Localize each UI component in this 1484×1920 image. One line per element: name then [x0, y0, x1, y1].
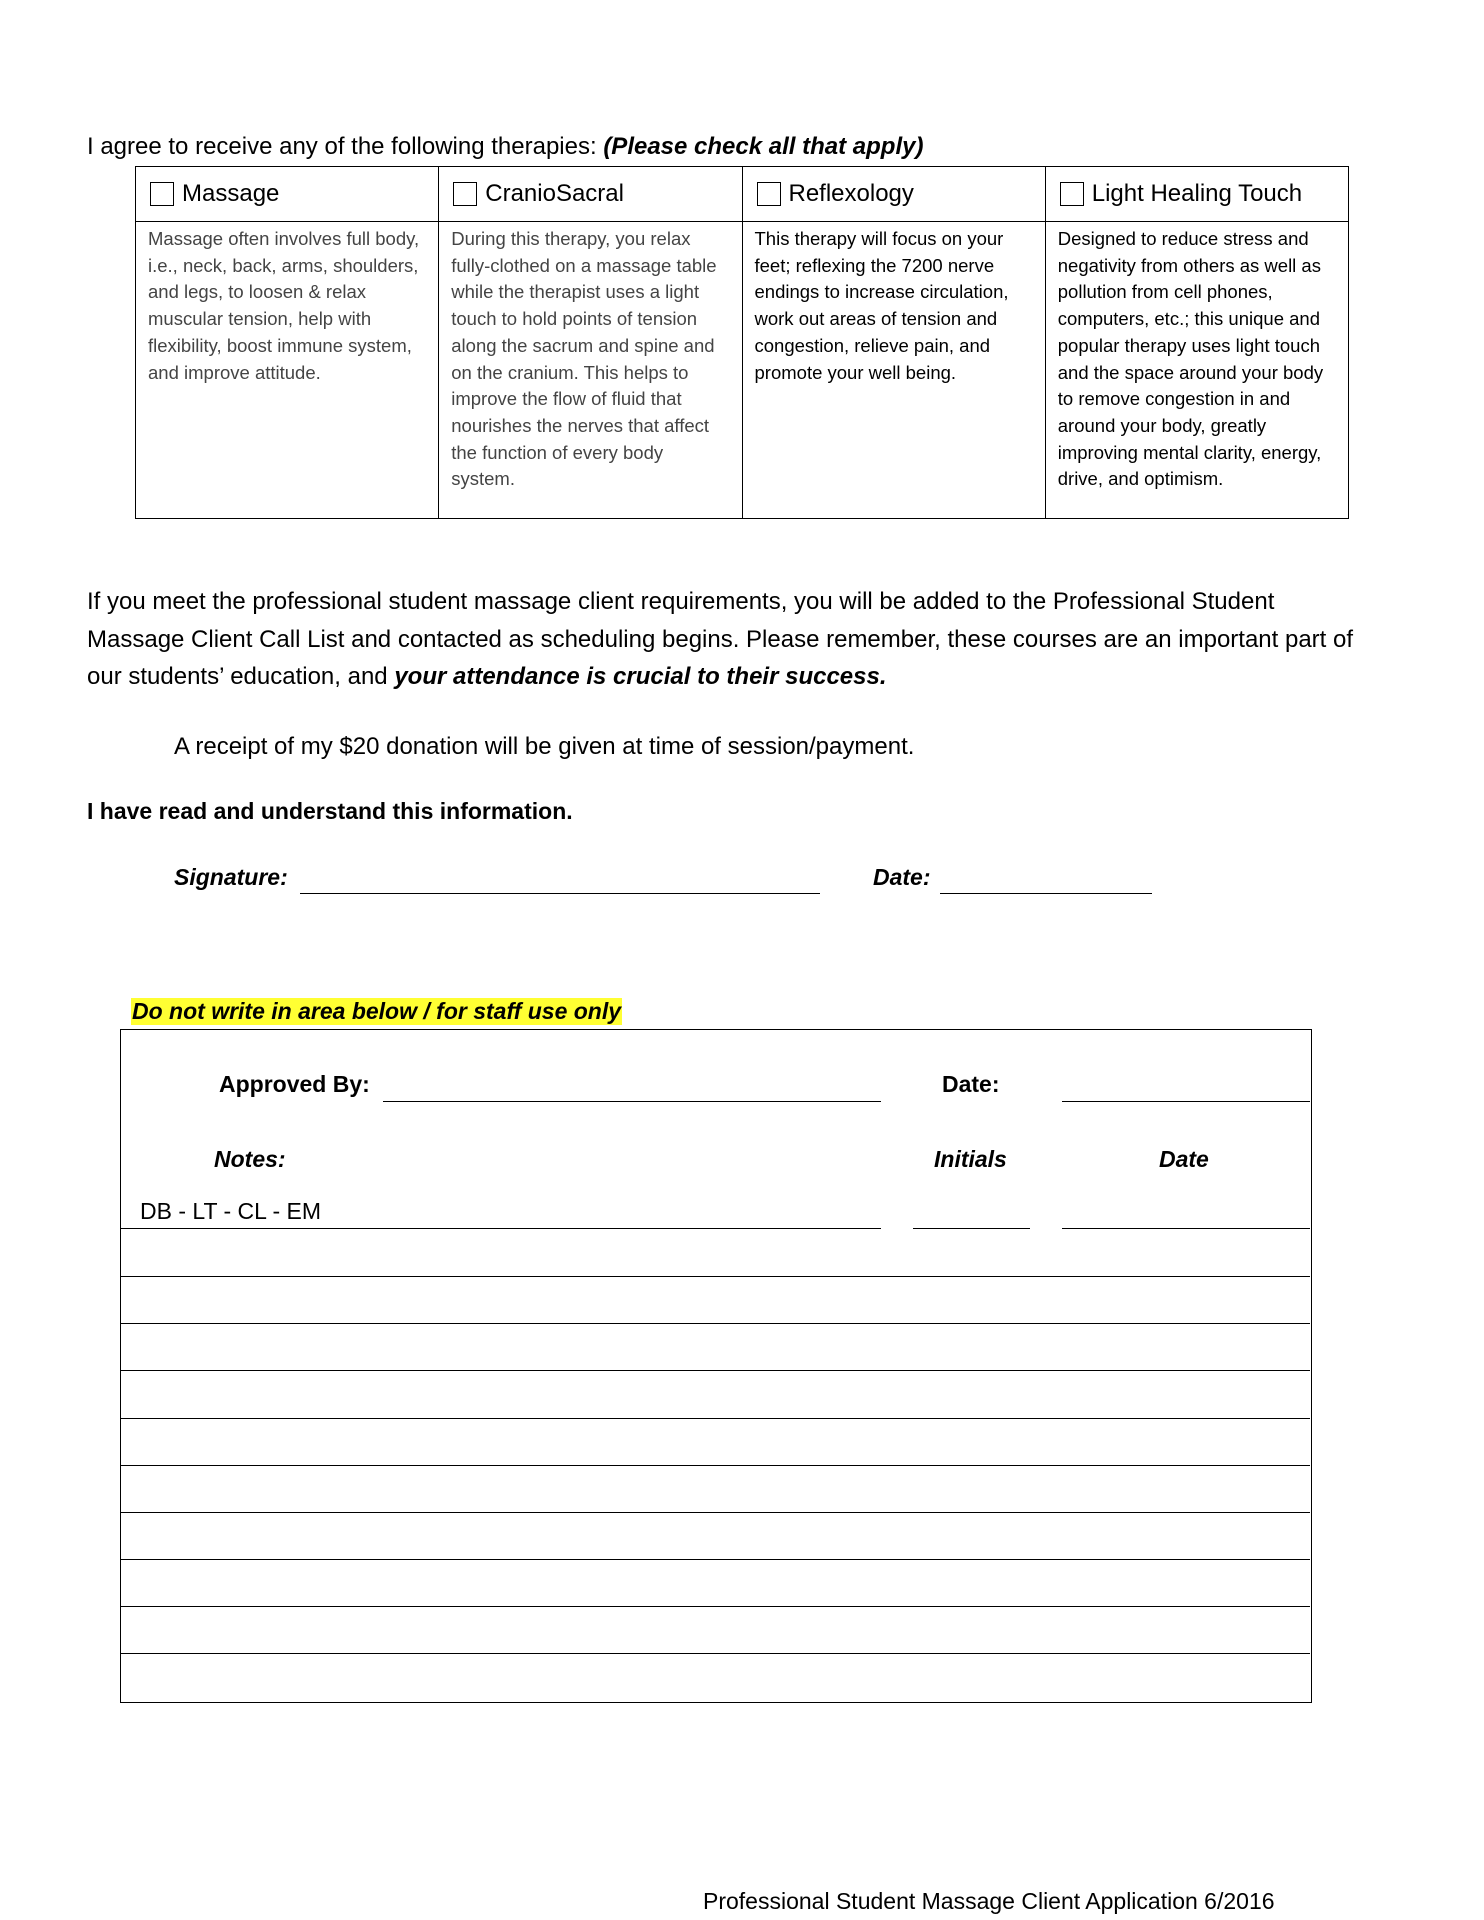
- document-footer: Professional Student Massage Client Application 6/2016: [703, 1888, 1275, 1914]
- therapy-name: Light Healing Touch: [1091, 180, 1303, 207]
- light-healing-touch-checkbox[interactable]: [1060, 182, 1084, 206]
- therapy-consent-intro: [87, 133, 923, 161]
- therapy-name: Massage: [182, 180, 280, 207]
- therapy-name: CranioSacral: [485, 180, 624, 207]
- staff-date-field[interactable]: [1062, 1101, 1310, 1102]
- row-separator: [120, 1512, 1310, 1513]
- date-column-header: Date: [1159, 1146, 1209, 1172]
- therapy-option-light-healing-touch[interactable]: [1045, 167, 1348, 222]
- note-entry: DB - LT - CL - EM: [140, 1198, 322, 1224]
- staff-date-label: Date:: [942, 1071, 1000, 1097]
- initials-line[interactable]: [913, 1228, 1030, 1229]
- row-separator: [120, 1370, 1310, 1371]
- staff-use-banner: Do not write in area below / for staff use only: [132, 998, 622, 1024]
- requirements-text: If you meet the professional student massage client requirements, you will be added to the Professional Student Massage Client Call List and contacted as scheduling begins. Please remember, these courses are an important part of our students’ education, and: [87, 588, 1354, 690]
- staff-use-box: [120, 1029, 1312, 1703]
- row-separator: [120, 1323, 1310, 1324]
- approved-by-label: Approved By:: [219, 1071, 370, 1097]
- initials-header: Initials: [934, 1146, 1007, 1172]
- row-separator: [120, 1418, 1310, 1419]
- signature-field[interactable]: [300, 893, 820, 894]
- therapy-option-reflexology[interactable]: [742, 167, 1045, 222]
- requirements-paragraph: [87, 583, 1367, 696]
- requirements-emphasis: your attendance is crucial to their success.: [394, 663, 887, 690]
- therapy-option-massage[interactable]: [136, 167, 439, 222]
- intro-instruction: (Please check all that apply): [603, 133, 924, 160]
- note-line[interactable]: [120, 1228, 881, 1229]
- therapies-table: [135, 166, 1349, 519]
- light-healing-touch-description: Designed to reduce stress and negativity from others as well as pollution from cell phones, computers, etc.; this unique and popular therapy uses light touch and the space around your body to remove congestion in and around your body, greatly improving mental clarity, energy, drive, and optimism.: [1045, 222, 1348, 519]
- row-separator: [120, 1276, 1310, 1277]
- reflexology-description: This therapy will focus on your feet; reflexing the 7200 nerve endings to increase circulation, work out areas of tension and congestion, relieve pain, and promote your well being.: [742, 222, 1045, 519]
- signature-date-label: Date:: [873, 864, 931, 890]
- massage-checkbox[interactable]: [150, 182, 174, 206]
- acknowledgement-statement: I have read and understand this information.: [87, 798, 573, 824]
- row-separator: [120, 1606, 1310, 1607]
- signature-label: Signature:: [174, 864, 288, 890]
- craniosacral-description: During this therapy, you relax fully-clothed on a massage table while the therapist uses a light touch to hold points of tension along the sacrum and spine and on the cranium. This helps to improve the flow of fluid that nourishes the nerves that affect the function of every body system.: [439, 222, 742, 519]
- craniosacral-checkbox[interactable]: [453, 182, 477, 206]
- intro-text: I agree to receive any of the following therapies:: [87, 133, 604, 160]
- therapy-option-craniosacral[interactable]: [439, 167, 742, 222]
- signature-date-field[interactable]: [940, 893, 1152, 894]
- reflexology-checkbox[interactable]: [757, 182, 781, 206]
- approved-by-field[interactable]: [383, 1101, 881, 1102]
- receipt-statement: A receipt of my $20 donation will be given at time of session/payment.: [174, 733, 915, 760]
- date-line[interactable]: [1062, 1228, 1310, 1229]
- row-separator: [120, 1653, 1310, 1654]
- therapy-name: Reflexology: [788, 180, 914, 207]
- row-separator: [120, 1465, 1310, 1466]
- massage-description: Massage often involves full body, i.e., neck, back, arms, shoulders, and legs, to loosen & relax muscular tension, help with flexibility, boost immune system, and improve attitude.: [136, 222, 439, 519]
- row-separator: [120, 1559, 1310, 1560]
- notes-header: Notes:: [214, 1146, 286, 1172]
